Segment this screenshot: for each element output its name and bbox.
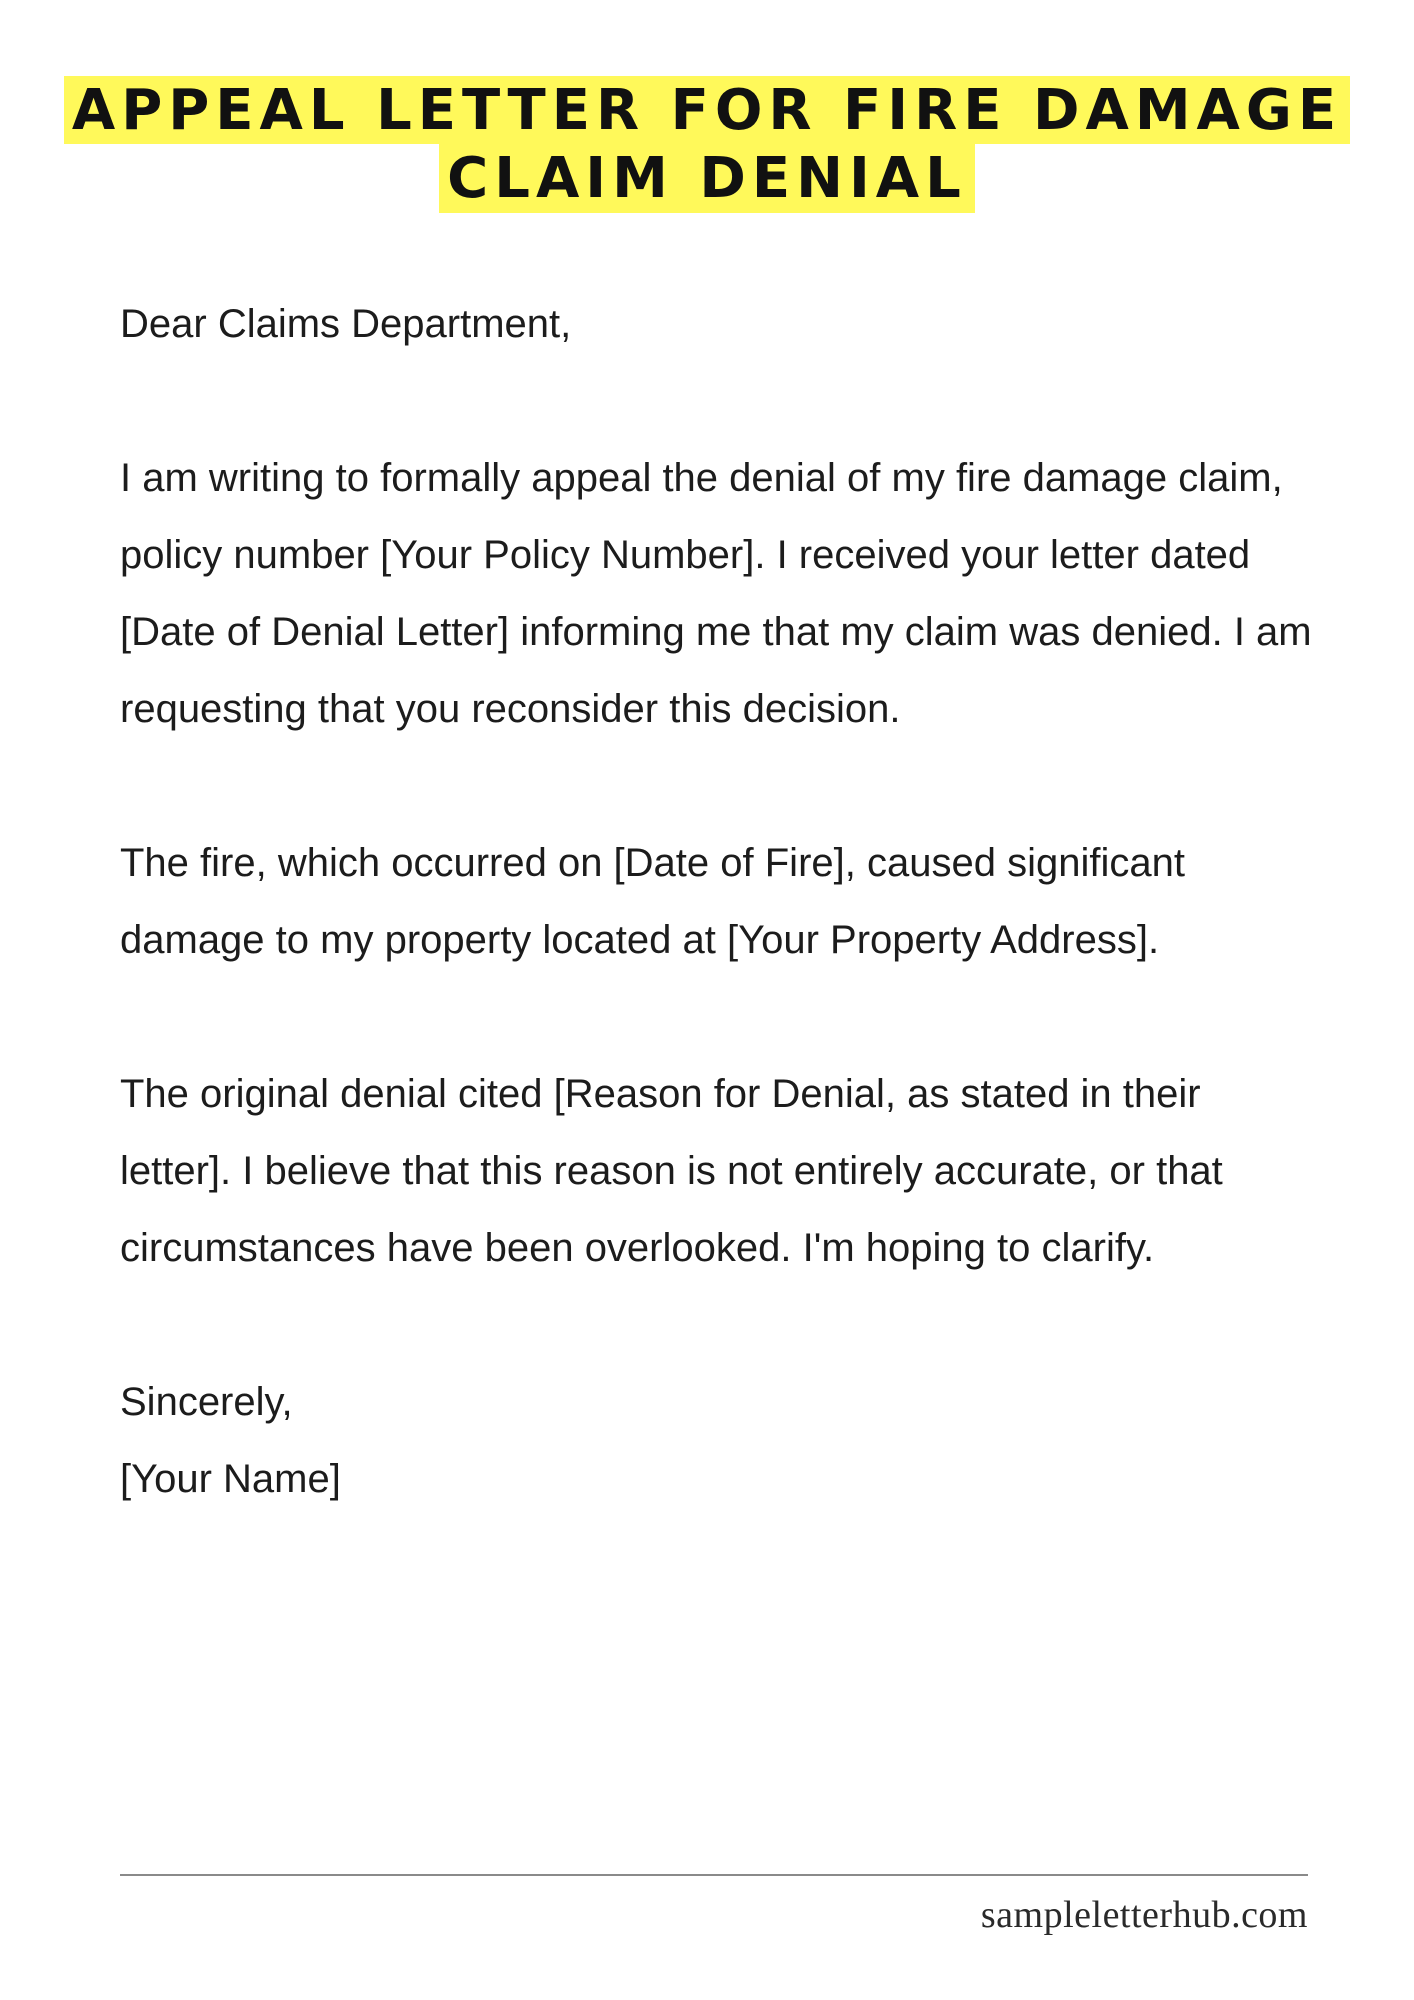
- closing-text: Sincerely,: [120, 1380, 293, 1424]
- signature-placeholder: [Your Name]: [120, 1457, 341, 1501]
- paragraph-1: I am writing to formally appeal the denial of my fire damage claim, policy number [Your Policy Number]. I received your letter dated [Date of Denial Letter] informing me that my claim was denied. I am requesting that you reconsider this decision.: [120, 456, 1312, 731]
- salutation: Dear Claims Department,: [120, 302, 572, 346]
- title-line-2: CLAIM DENIAL: [439, 144, 975, 212]
- letter-body: [120, 286, 1320, 1518]
- footer-divider: [120, 1874, 1308, 1876]
- title-line-1: APPEAL LETTER FOR FIRE DAMAGE: [64, 76, 1350, 144]
- paragraph-2: The fire, which occurred on [Date of Fire], caused significant damage to my property located at [Your Property Address].: [120, 841, 1185, 962]
- footer-website: sampleletterhub.com: [980, 1894, 1308, 1936]
- paragraph-3: The original denial cited [Reason for Denial, as stated in their letter]. I believe that this reason is not entirely accurate, or that circumstances have been overlooked. I'm hoping to clarify.: [120, 1072, 1223, 1270]
- page-title: [0, 76, 1414, 213]
- closing: [120, 1364, 1320, 1518]
